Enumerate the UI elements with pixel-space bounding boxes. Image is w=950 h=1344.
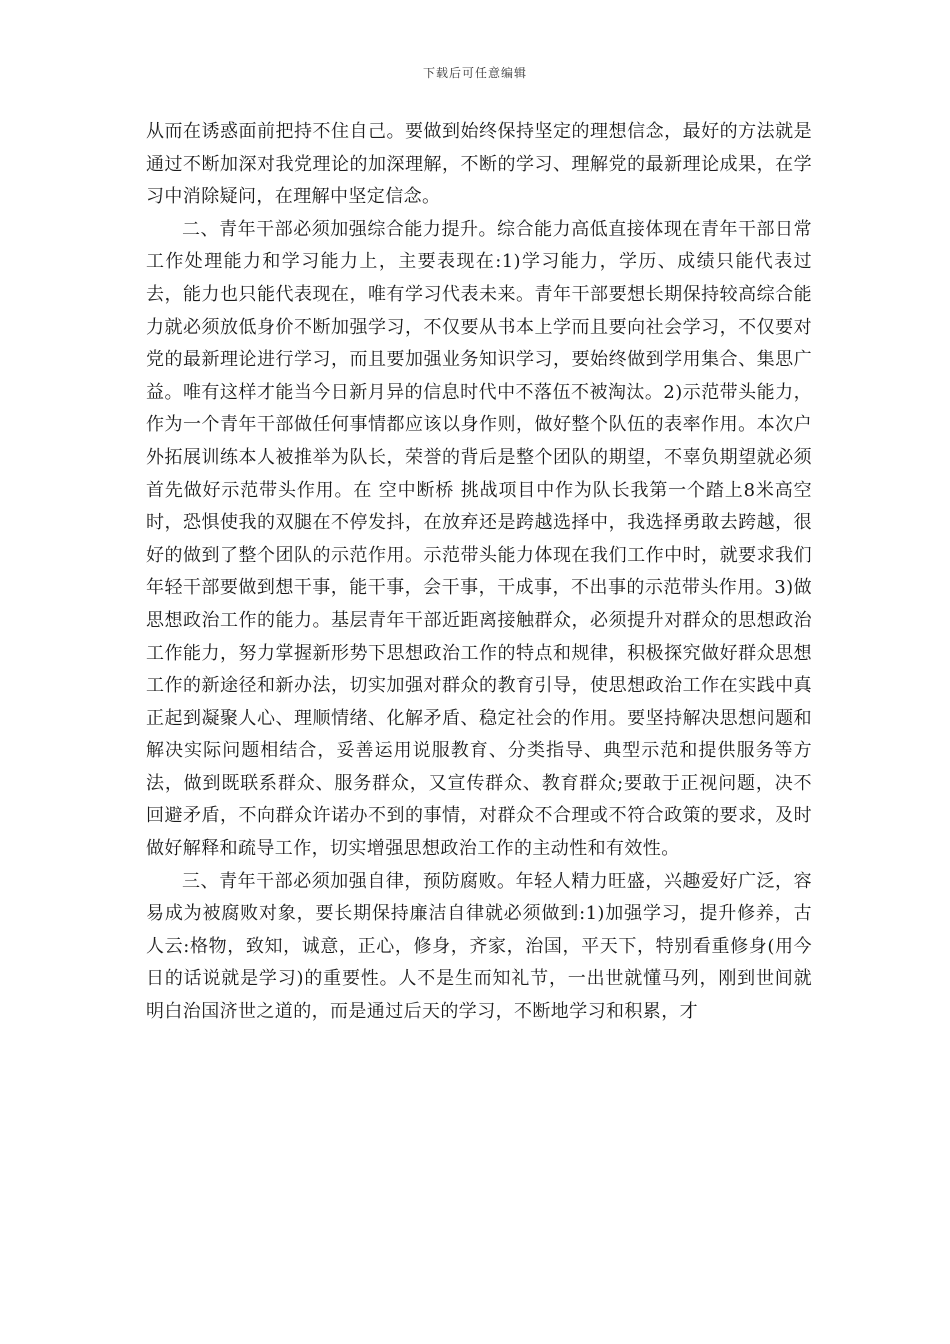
paragraph-1: 从而在诱惑面前把持不住自己。要做到始终保持坚定的理想信念，最好的方法就是通过不断加深对我党理论的加深理解，不断的学习、理解党的最新理论成果，在学习中消除疑问，在理解中坚定信念。 [146,121,812,208]
document-body [146,116,812,1029]
paragraph-3: 三、青年干部必须加强自律，预防腐败。年轻人精力旺盛，兴趣爱好广泛，容易成为被腐败对象，要长期保持廉洁自律就必须做到:1)加强学习，提升修养，古人云:格物，致知，诚意，正心，修身，齐家，治国，平天下，特别看重修身(用今日的话说就是学习)的重要性。人不是生而知礼节，一出世就懂马列，刚到世间就明白治国济世之道的，而是通过后天的学习，不断地学习和积累，才 [146,870,812,1023]
page-header: 下载后可任意编辑 [422,66,527,80]
paragraph-2: 二、青年干部必须加强综合能力提升。综合能力高低直接体现在青年干部日常工作处理能力和学习能力上，主要表现在:1)学习能力，学历、成绩只能代表过去，能力也只能代表现在，唯有学习代表未来。青年干部要想长期保持较高综合能力就必须放低身价不断加强学习，不仅要从书本上学而且要向社会学习，不仅要对党的最新理论进行学习，而且要加强业务知识学习，要始终做到学用集合、集思广益。唯有这样才能当今日新月异的信息时代中不落伍不被淘汰。2)示范带头能力，作为一个青年干部做任何事情都应该以身作则，做好整个队伍的表率作用。本次户外拓展训练本人被推举为队长，荣誉的背后是整个团队的期望，不辜负期望就必须首先做好示范带头作用。在 空中断桥 挑战项目中作为队长我第一个踏上8米高空时，恐惧使我的双腿在不停发抖，在放弃还是跨越选择中，我选择勇敢去跨越，很好的做到了整个团队的示范作用。示范带头能力体现在我们工作中时，就要求我们年轻干部要做到想干事，能干事，会干事，干成事，不出事的示范带头作用。3)做思想政治工作的能力。基层青年干部近距离接触群众，必须提升对群众的思想政治工作能力，努力掌握新形势下思想政治工作的特点和规律，积极探究做好群众思想工作的新途径和新办法，切实加强对群众的教育引导，使思想政治工作在实践中真正起到凝聚人心、理顺情绪、化解矛盾、稳定社会的作用。要坚持解决思想问题和解决实际问题相结合，妥善运用说服教育、分类指导、典型示范和提供服务等方法，做到既联系群众、服务群众，又宣传群众、教育群众;要敢于正视问题，决不回避矛盾，不向群众许诺办不到的事情，对群众不合理或不符合政策的要求，及时做好解释和疏导工作，切实增强思想政治工作的主动性和有效性。 [146,218,812,860]
